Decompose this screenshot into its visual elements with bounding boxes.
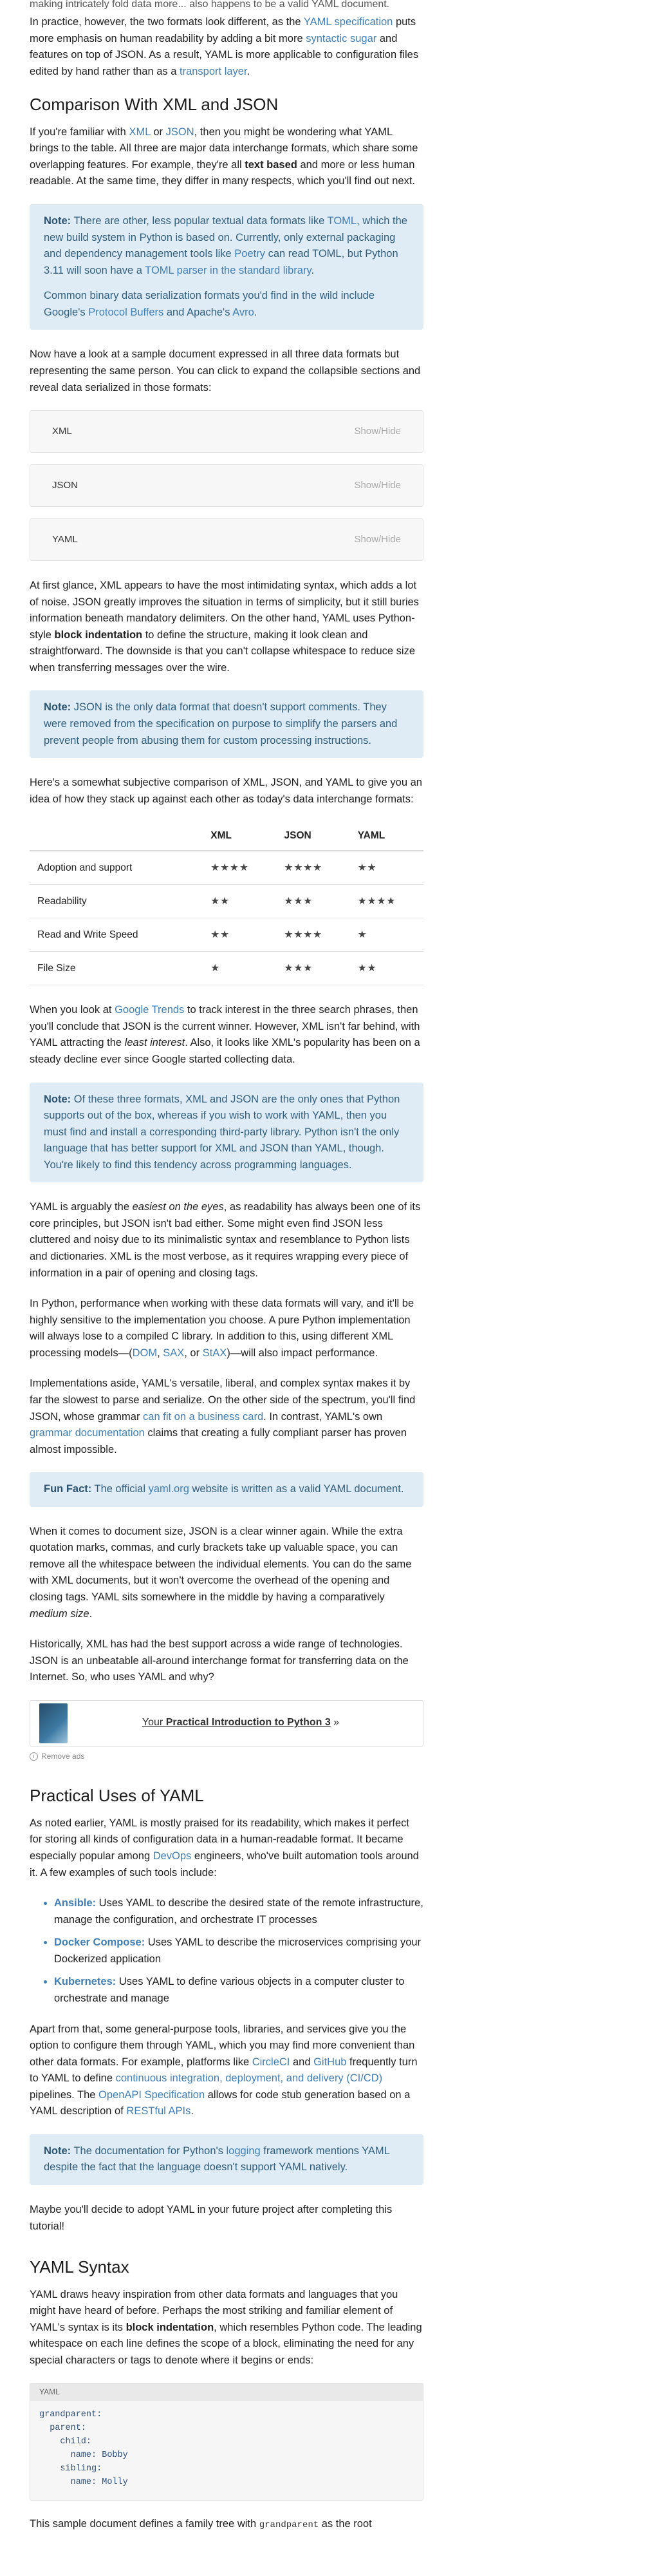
table-cell: Readability bbox=[30, 885, 203, 918]
text: , then you might be wondering what YAML brings to the table. All three are major data interchange formats, which share some overlapping features. For example, they're all bbox=[30, 126, 418, 171]
text: to track interest in the three search phrases, then you'll conclude that JSON is the current winner. However, XML isn't far behind, with YAML attracting the bbox=[30, 1004, 420, 1049]
text: . bbox=[311, 264, 315, 276]
text: This sample document defines a family tree with bbox=[30, 2517, 259, 2530]
rating-stars: ★★ bbox=[203, 885, 276, 918]
list-item bbox=[54, 1974, 423, 2007]
table-row bbox=[30, 918, 423, 952]
comparison-paragraph-1 bbox=[30, 124, 423, 190]
note-paragraph bbox=[44, 699, 409, 749]
link-yaml-org[interactable]: yaml.org bbox=[148, 1483, 189, 1495]
link-dom[interactable]: DOM bbox=[132, 1347, 158, 1359]
note-label: Note: bbox=[44, 2145, 71, 2157]
note-paragraph bbox=[44, 2143, 409, 2176]
text: Uses YAML to describe the microservices comprising your Dockerized application bbox=[54, 1937, 422, 1965]
heading-comparison: Comparison With XML and JSON bbox=[30, 95, 279, 115]
text: Your bbox=[142, 1717, 166, 1728]
comparison-paragraph-9 bbox=[30, 1524, 423, 1622]
emphasis-text: easiest on the eyes bbox=[132, 1201, 224, 1213]
rating-stars: ★★ bbox=[350, 952, 423, 985]
note-label: Note: bbox=[44, 215, 71, 227]
info-icon: i bbox=[30, 1752, 38, 1761]
book-cover-image bbox=[39, 1703, 68, 1743]
rating-stars: ★★★★ bbox=[277, 851, 350, 885]
list-item bbox=[54, 1895, 423, 1928]
text: Common binary data serialization formats you'd find in the wild include Google's bbox=[44, 290, 375, 318]
link-sax[interactable]: SAX bbox=[163, 1347, 185, 1359]
text: Apart from that, some general-purpose tools, libraries, and services give you the option to configure them through YAML, which you may find more convenient than other data formats. For example, platforms like bbox=[30, 2023, 415, 2068]
text: In practice, however, the two formats look different, as the bbox=[30, 16, 304, 28]
rating-stars: ★★★ bbox=[277, 952, 350, 985]
link-stax[interactable]: StAX bbox=[202, 1347, 227, 1359]
link-logging[interactable]: logging bbox=[226, 2145, 261, 2157]
text: and features on top of JSON. As a result, YAML is more applicable to configuration files edited by hand rather than as a bbox=[30, 32, 419, 77]
table-row bbox=[30, 851, 423, 885]
note-paragraph bbox=[44, 1092, 409, 1174]
code-language-label: YAML bbox=[30, 2383, 423, 2401]
rating-stars: ★ bbox=[350, 918, 423, 952]
text: , bbox=[157, 1347, 163, 1359]
code-content[interactable]: grandparent: parent: child: name: Bobby sibling: name: Molly bbox=[30, 2401, 423, 2500]
table-cell: File Size bbox=[30, 952, 203, 985]
comparison-paragraph-3 bbox=[30, 578, 423, 676]
text: . bbox=[246, 65, 250, 77]
show-hide-toggle[interactable]: Show/Hide bbox=[354, 480, 401, 491]
text: Uses YAML to define various objects in a computer cluster to orchestrate and manage bbox=[54, 1976, 405, 2004]
remove-ads-link[interactable] bbox=[30, 1750, 423, 1763]
cut-off-text: making intricately fold data more... also happens to be a valid YAML document. bbox=[30, 0, 390, 9]
comparison-paragraph-7 bbox=[30, 1296, 423, 1361]
text: engineers, who've built automation tools around it. A few examples of such tools include: bbox=[30, 1850, 419, 1879]
text: and bbox=[290, 2056, 314, 2068]
link-docker-compose[interactable]: Docker Compose: bbox=[54, 1937, 145, 1949]
syntax-paragraph-2 bbox=[30, 2516, 423, 2533]
link-toml-parser[interactable]: TOML parser in the standard library bbox=[145, 264, 311, 276]
collapsible-title: JSON bbox=[52, 480, 79, 491]
link-protocol-buffers[interactable]: Protocol Buffers bbox=[88, 306, 164, 318]
text: allows for code stub generation based on a YAML description of bbox=[30, 2088, 411, 2117]
table-header: XML bbox=[203, 822, 276, 851]
collapsible-json[interactable] bbox=[30, 464, 423, 507]
rating-stars: ★★★ bbox=[277, 885, 350, 918]
text: As noted earlier, YAML is mostly praised for its readability, which makes it perfect for storing all kinds of configuration data in a human-readable format. It became especially popular among bbox=[30, 1817, 409, 1862]
promo-text[interactable] bbox=[68, 1715, 414, 1731]
note-label: Note: bbox=[44, 1093, 71, 1105]
promo-banner[interactable] bbox=[30, 1700, 423, 1747]
bold-text: text based bbox=[245, 158, 297, 171]
promo-title[interactable]: Practical Introduction to Python 3 bbox=[165, 1717, 331, 1728]
text: as the root bbox=[319, 2517, 372, 2530]
text: The documentation for Python's bbox=[71, 2145, 227, 2157]
note-label: Note: bbox=[44, 701, 71, 714]
text: frequently turn to YAML to define bbox=[30, 2056, 418, 2085]
text: and Apache's bbox=[163, 306, 233, 318]
text: JSON is the only data format that doesn't support comments. They were removed from the specification on purpose to simplify the parsers and prevent people from abusing them for custom processing instructions. bbox=[44, 701, 398, 746]
rating-stars: ★★ bbox=[350, 851, 423, 885]
text: . bbox=[190, 2105, 194, 2117]
code-block bbox=[30, 2383, 423, 2500]
link-ci-cd[interactable]: continuous integration, deployment, and delivery (CI/CD) bbox=[115, 2072, 383, 2085]
text: to define the structure, making it look clean and straightforward. The downside is that you can't collapse whitespace to reduce size when transferring messages over the wire. bbox=[30, 629, 416, 674]
note-label: Fun Fact: bbox=[44, 1483, 92, 1495]
table-header: YAML bbox=[350, 822, 423, 851]
link-syntactic-sugar[interactable]: syntactic sugar bbox=[306, 32, 377, 44]
article bbox=[30, 0, 423, 2532]
table-row bbox=[30, 885, 423, 918]
emphasis-text: least interest bbox=[124, 1037, 185, 1049]
practical-paragraph-2 bbox=[30, 2022, 423, 2120]
collapsible-yaml[interactable] bbox=[30, 518, 423, 561]
heading-yaml-syntax: YAML Syntax bbox=[30, 2257, 129, 2277]
inline-code: grandparent bbox=[259, 2519, 319, 2530]
show-hide-toggle[interactable]: Show/Hide bbox=[354, 534, 401, 545]
text: In Python, performance when working with these data formats will vary, and it'll be highly sensitive to the implementation you choose. A pure Python implementation will always lose to a compiled C library. In addition to this, using different XML processing models—( bbox=[30, 1298, 414, 1359]
link-restful-apis[interactable]: RESTful APIs bbox=[126, 2105, 191, 2117]
collapsible-title: YAML bbox=[52, 534, 78, 545]
link-json[interactable]: JSON bbox=[165, 126, 194, 138]
comparison-paragraph-2: Now have a look at a sample document expressed in all three data formats but representing the same person. You can click to expand the collapsible sections and reveal data serialized in those formats: bbox=[30, 348, 421, 393]
emphasis-text: medium size bbox=[30, 1607, 89, 1620]
table-row bbox=[30, 952, 423, 985]
comparison-table bbox=[30, 822, 423, 985]
text: Uses YAML to describe the desired state of the remote infrastructure, manage the configuration, and orchestrate IT processes bbox=[54, 1897, 423, 1926]
text: , or bbox=[184, 1347, 203, 1359]
text: framework mentions YAML despite the fact that the language doesn't support YAML natively. bbox=[44, 2145, 390, 2174]
link-ansible[interactable]: Ansible: bbox=[54, 1897, 97, 1909]
heading-practical-uses: Practical Uses of YAML bbox=[30, 1786, 204, 1806]
text: website is written as a valid YAML document. bbox=[189, 1483, 404, 1495]
show-hide-toggle[interactable]: Show/Hide bbox=[354, 426, 401, 437]
note-paragraph bbox=[44, 1481, 409, 1498]
rating-stars: ★★★★ bbox=[350, 885, 423, 918]
link-openapi[interactable]: OpenAPI Specification bbox=[98, 2088, 205, 2101]
text: pipelines. The bbox=[30, 2088, 99, 2101]
rating-stars: ★★★★ bbox=[277, 918, 350, 952]
fun-fact-box bbox=[30, 1472, 423, 1507]
text: claims that creating a fully compliant parser has proven almost impossible. bbox=[30, 1427, 407, 1455]
text: When you look at bbox=[30, 1004, 115, 1016]
text: , as readability has always been one of its core principles, but JSON isn't bad either. Some might even find JSON less cluttered and noisy due to its minimalistic syntax and resemblance to Python lists and dictionaries. XML is the most verbose, as it requires wrapping every piece of information in a pair of opening and closing tags. bbox=[30, 1201, 421, 1279]
link-circleci[interactable]: CircleCI bbox=[252, 2056, 290, 2068]
text: . bbox=[89, 1607, 93, 1620]
bold-text: block indentation bbox=[125, 2321, 214, 2333]
table-header bbox=[30, 822, 203, 851]
link-grammar-documentation[interactable]: grammar documentation bbox=[30, 1427, 145, 1439]
practical-paragraph-1 bbox=[30, 1815, 423, 1881]
text: When it comes to document size, JSON is a clear winner again. While the extra quotation marks, commas, and curly brackets take up valuable space, you can remove all the whitespace between the individual elements. You can do the same with XML documents, but it won't overcome the overhead of the opening and closing tags. YAML sits somewhere in the middle by having a comparatively bbox=[30, 1525, 412, 1604]
collapsible-xml[interactable] bbox=[30, 410, 423, 453]
link-poetry[interactable]: Poetry bbox=[234, 248, 265, 260]
note-json-comments bbox=[30, 690, 423, 758]
table-header: JSON bbox=[277, 822, 350, 851]
syntax-paragraph-1 bbox=[30, 2287, 423, 2369]
remove-ads-label[interactable]: Remove ads bbox=[41, 1751, 85, 1761]
practical-paragraph-3: Maybe you'll decide to adopt YAML in your future project after completing this tutorial! bbox=[30, 2204, 393, 2232]
collapsible-title: XML bbox=[52, 426, 72, 437]
text: Of these three formats, XML and JSON are the only ones that Python supports out of the box, whereas if you wish to work with YAML, then you must find and install a corresponding third-party library. Python isn't the only language that has better support for XML and JSON than YAML, though. You're likely to find this tendency across programming languages. bbox=[44, 1093, 400, 1171]
text: can read TOML, but Python 3.11 will soon have a bbox=[44, 248, 398, 276]
bold-text: block indentation bbox=[54, 629, 143, 641]
link-toml[interactable]: TOML bbox=[327, 215, 357, 227]
list-item bbox=[54, 1935, 423, 1967]
link-avro[interactable]: Avro bbox=[232, 306, 254, 318]
tools-list bbox=[30, 1895, 423, 2007]
link-yaml-spec[interactable]: YAML specification bbox=[303, 16, 393, 28]
link-devops[interactable]: DevOps bbox=[153, 1850, 192, 1862]
link-transport-layer[interactable]: transport layer bbox=[180, 65, 247, 77]
note-python-support bbox=[30, 1083, 423, 1183]
text: , which the new build system in Python is based on. Currently, only external packaging and dependency management tools like bbox=[44, 215, 407, 260]
text: YAML draws heavy inspiration from other data formats and languages that you might have heard of before. Perhaps the most striking and familiar element of YAML's syntax is its bbox=[30, 2288, 398, 2333]
text: puts more emphasis on human readability by adding a bit more bbox=[30, 16, 416, 44]
text: or bbox=[150, 126, 166, 138]
note-paragraph bbox=[44, 288, 409, 321]
text: » bbox=[330, 1717, 340, 1728]
text: The official bbox=[91, 1483, 149, 1495]
table-cell: Adoption and support bbox=[30, 851, 203, 885]
comparison-paragraph-6 bbox=[30, 1199, 423, 1282]
link-kubernetes[interactable]: Kubernetes: bbox=[54, 1976, 116, 1988]
table-cell: Read and Write Speed bbox=[30, 918, 203, 952]
note-other-formats bbox=[30, 204, 423, 330]
link-business-card[interactable]: can fit on a business card bbox=[143, 1410, 264, 1423]
text: . In contrast, YAML's own bbox=[263, 1410, 383, 1423]
rating-stars: ★★ bbox=[203, 918, 276, 952]
note-logging bbox=[30, 2134, 423, 2185]
comparison-paragraph-8 bbox=[30, 1376, 423, 1458]
text: YAML is arguably the bbox=[30, 1201, 133, 1213]
text: . Also, it looks like XML's popularity has been on a steady decline ever since Google started collecting data. bbox=[30, 1037, 420, 1065]
comparison-paragraph-10: Historically, XML has had the best support across a wide range of technologies. JSON is an unbeatable all-around interchange format for transferring data on the Internet. So, who uses YAML and why? bbox=[30, 1638, 409, 1683]
intro-paragraph bbox=[30, 14, 423, 80]
comparison-paragraph-5 bbox=[30, 1002, 423, 1068]
text: , which resembles Python code. The leading whitespace on each line defines the scope of a block, eliminating the need for any special characters or tags to denote where it begins or ends: bbox=[30, 2321, 422, 2366]
link-github[interactable]: GitHub bbox=[313, 2056, 347, 2068]
text: and more or less human readable. At the same time, they differ in many respects, which you'll find out next. bbox=[30, 158, 415, 187]
text: . bbox=[254, 306, 257, 318]
text: )—will also impact performance. bbox=[227, 1347, 378, 1359]
text: If you're familiar with bbox=[30, 126, 129, 138]
rating-stars: ★★★★ bbox=[203, 851, 276, 885]
table-header-row bbox=[30, 822, 423, 851]
text: There are other, less popular textual data formats like bbox=[71, 215, 328, 227]
link-google-trends[interactable]: Google Trends bbox=[115, 1004, 185, 1016]
comparison-paragraph-4: Here's a somewhat subjective comparison of XML, JSON, and YAML to give you an idea of how they stack up against each other as today's data interchange formats: bbox=[30, 777, 422, 805]
rating-stars: ★ bbox=[203, 952, 276, 985]
text: At first glance, XML appears to have the most intimidating syntax, which adds a lot of noise. JSON greatly improves the situation in terms of simplicity, but it still buries information beneath mandatory delimiters. On the other hand, YAML uses Python-style bbox=[30, 580, 419, 641]
link-xml[interactable]: XML bbox=[129, 126, 151, 138]
note-paragraph bbox=[44, 213, 409, 279]
text: Implementations aside, YAML's versatile, liberal, and complex syntax makes it by far the slowest to parse and serialize. On the other side of the spectrum, you'll find JSON, whose grammar bbox=[30, 1378, 416, 1423]
